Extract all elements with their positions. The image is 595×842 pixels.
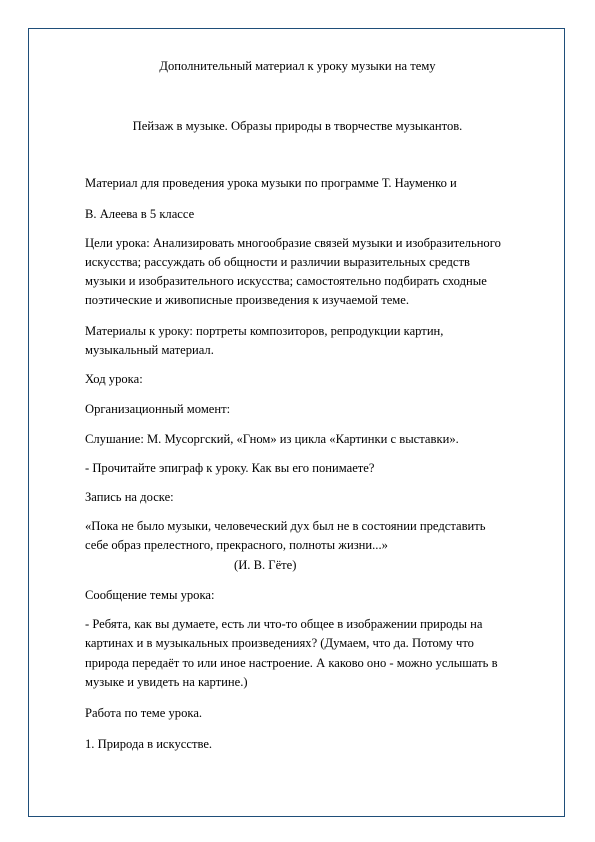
quote-line-1: «Пока не было музыки, человеческий дух был не в состоянии представить bbox=[85, 519, 486, 533]
heading-line-1: Дополнительный материал к уроку музыки на тему bbox=[159, 59, 436, 73]
discussion-line-4: музыке и увидеть на картине.) bbox=[85, 675, 248, 689]
page-border bbox=[28, 28, 565, 817]
materials-line-1: Материалы к уроку: портреты композиторов, репродукции картин, bbox=[85, 324, 444, 338]
topic-message: Сообщение темы урока: bbox=[85, 588, 215, 602]
discussion-line-1: - Ребята, как вы думаете, есть ли что-то общее в изображении природы на bbox=[85, 617, 483, 631]
org-moment: Организационный момент: bbox=[85, 402, 231, 416]
goals-line-4: поэтические и живописные произведения к изучаемой теме. bbox=[85, 293, 409, 307]
section-1-heading: 1. Природа в искусстве. bbox=[85, 737, 213, 751]
board-note: Запись на доске: bbox=[85, 490, 174, 504]
discussion-line-3: природа передаёт то или иное настроение. А каково оно - можно услышать в bbox=[85, 656, 498, 670]
quote-author: (И. В. Гёте) bbox=[234, 558, 297, 572]
goals-line-1: Цели урока: Анализировать многообразие связей музыки и изобразительного bbox=[85, 236, 501, 250]
heading-line-2: Пейзаж в музыке. Образы природы в творчестве музыкантов. bbox=[132, 119, 463, 133]
epigraph-question: - Прочитайте эпиграф к уроку. Как вы его понимаете? bbox=[85, 461, 375, 475]
goals-line-2: искусства; рассуждать об общности и различии выразительных средств bbox=[85, 255, 470, 269]
lesson-flow: Ход урока: bbox=[85, 372, 143, 386]
program-line-2: В. Алеева в 5 классе bbox=[85, 207, 195, 221]
quote-line-2: себе образ прелестного, прекрасного, полноты жизни...» bbox=[85, 538, 388, 552]
goals-line-3: музыки и изобразительного искусства; самостоятельно подбирать сходные bbox=[85, 274, 487, 288]
materials-line-2: музыкальный материал. bbox=[85, 343, 214, 357]
work-on-topic: Работа по теме урока. bbox=[85, 706, 203, 720]
listening-line: Слушание: М. Мусоргский, «Гном» из цикла «Картинки с выставки». bbox=[85, 432, 459, 446]
program-line-1: Материал для проведения урока музыки по программе Т. Науменко и bbox=[85, 176, 457, 190]
discussion-line-2: картинах и в музыкальных произведениях? (Думаем, что да. Потому что bbox=[85, 636, 474, 650]
